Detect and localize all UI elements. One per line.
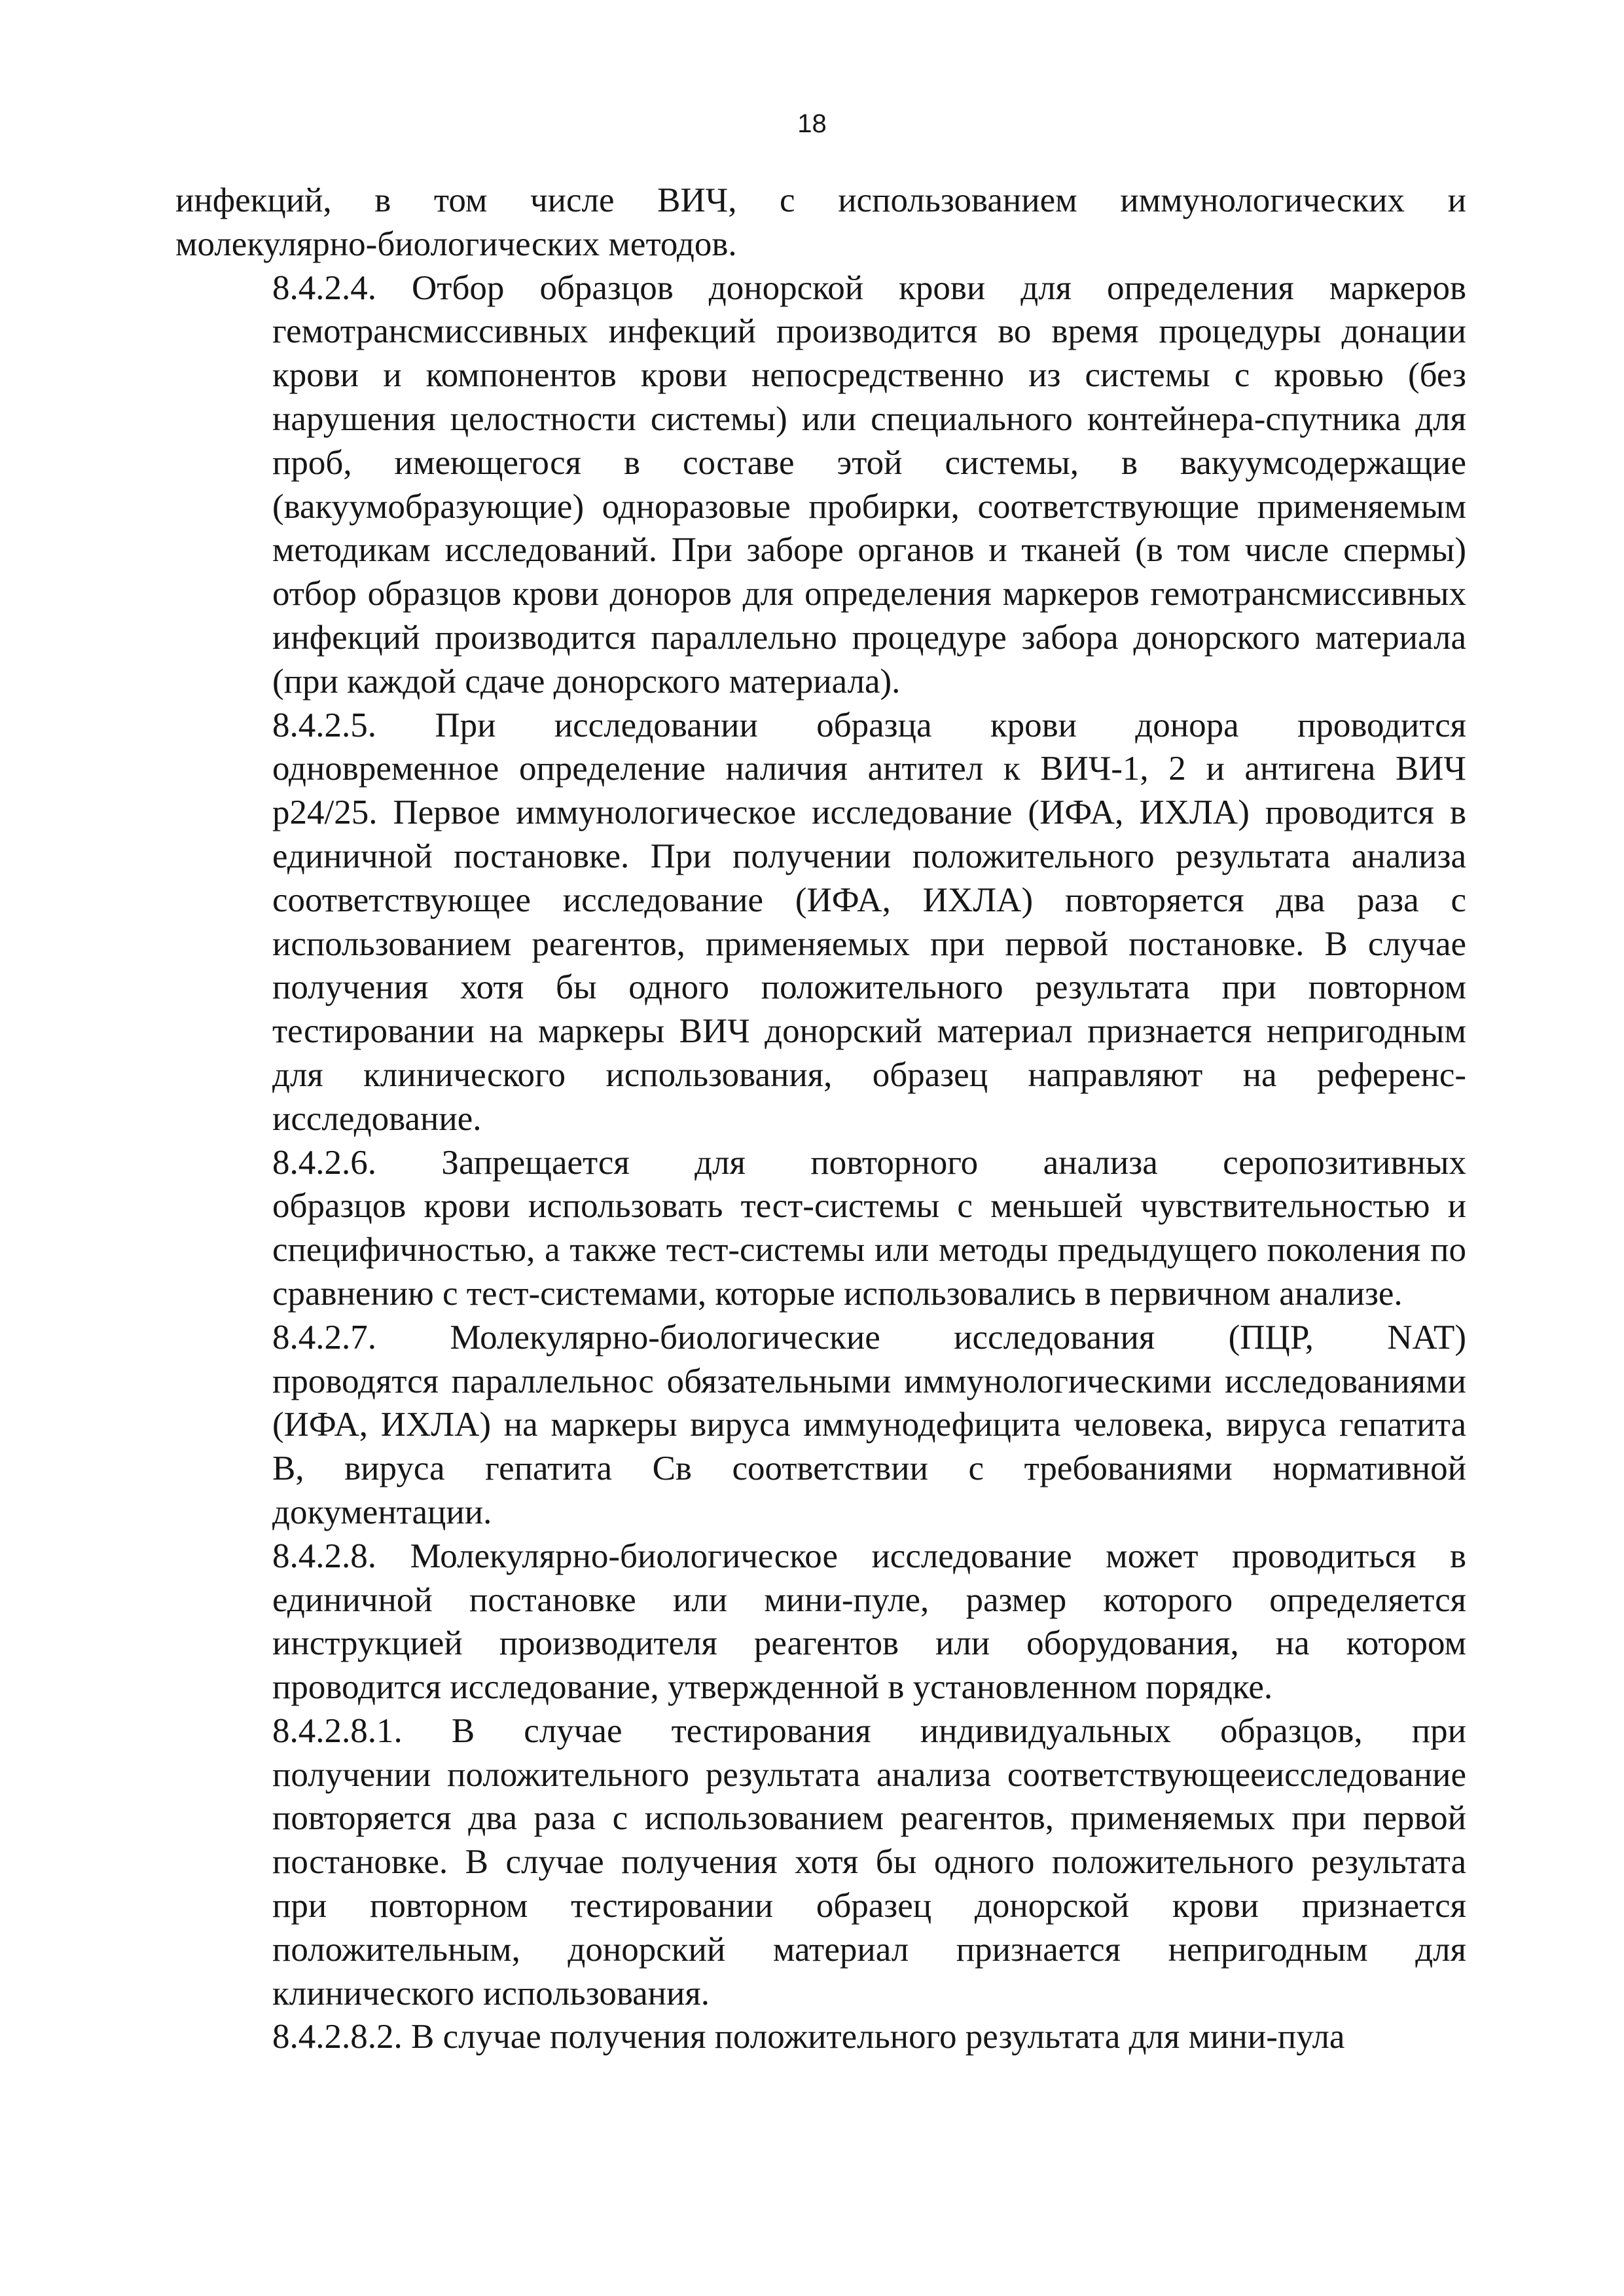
text-line: образцов крови использовать тест-системы с меньшей чувствительностью и [272,1187,1466,1226]
paragraph-continuation [175,179,1466,266]
text-line: для клинического использования, образец направляют на референс- [272,1055,1466,1094]
text-line: постановке. В случае получения хотя бы одного положительного результата [272,1843,1466,1882]
text-line: 8.4.2.5. При исследовании образца крови донора проводится [272,706,1466,744]
text-line: единичной постановке или мини-пуле, размер которого определяется [272,1580,1466,1619]
text-line: инфекций производится параллельно процедуре забора донорского материала [272,618,1466,657]
text-line: (при каждой сдаче донорского материала). [272,662,901,701]
text-line: 8.4.2.8. Молекулярно-биологическое исследование может проводиться в [272,1537,1466,1575]
paragraph-8-4-2-7 [175,1316,1466,1535]
paragraph-8-4-2-8-1 [175,1709,1466,2016]
document-body [175,179,1466,2059]
text-line: использованием реагентов, применяемых при первой постановке. В случае [272,924,1466,963]
text-line: р24/25. Первое иммунологическое исследование (ИФА, ИХЛА) проводится в [272,793,1466,832]
text-line: инфекций, в том числе ВИЧ, с использованием иммунологических и [175,181,1466,219]
paragraph-8-4-2-8 [175,1535,1466,1709]
text-line: отбор образцов крови доноров для определения маркеров гемотрансмиссивных [272,575,1466,613]
paragraph-8-4-2-6 [175,1141,1466,1316]
text-line: (вакуумобразующие) одноразовые пробирки, соответствующие применяемым [272,487,1466,526]
text-line: получения хотя бы одного положительного результата при повторном [272,968,1466,1007]
text-line: повторяется два раза с использованием реагентов, применяемых при первой [272,1799,1466,1838]
paragraph-8-4-2-5 [175,704,1466,1141]
paragraph-8-4-2-4 [175,266,1466,704]
text-line: соответствующее исследование (ИФА, ИХЛА) повторяется два раза с [272,881,1466,919]
text-line: положительным, донорский материал признается непригодным для [272,1930,1466,1969]
text-line: В, вируса гепатита Св соответствии с требованиями нормативной [272,1449,1466,1488]
text-line: сравнению с тест-системами, которые использовались в первичном анализе. [272,1274,1403,1313]
text-line: клинического использования. [272,1974,710,2013]
text-line: инструкцией производителя реагентов или оборудования, на котором [272,1624,1466,1663]
text-line: 8.4.2.8.2. В случае получения положительного результата для мини-пула [272,2018,1345,2056]
text-line: документации. [272,1493,492,1531]
text-line: проводятся параллельнос обязательными иммунологическими исследованиями [272,1362,1466,1400]
text-line: получении положительного результата анализа соответствующееисследование [272,1755,1466,1794]
text-line: 8.4.2.4. Отбор образцов донорской крови для определения маркеров [272,268,1466,307]
text-line: 8.4.2.8.1. В случае тестирования индивидуальных образцов, при [272,1711,1466,1750]
paragraph-8-4-2-8-2 [175,2015,1466,2059]
text-line: проводится исследование, утвержденной в установленном порядке. [272,1668,1273,1707]
text-line: единичной постановке. При получении положительного результата анализа [272,837,1466,875]
text-line: 8.4.2.7. Молекулярно-биологические исследования (ПЦР, NAT) [272,1318,1466,1357]
text-line: проб, имеющегося в составе этой системы, в вакуумсодержащие [272,443,1466,482]
text-line: молекулярно-биологических методов. [175,225,737,263]
text-line: специфичностью, а также тест-системы или методы предыдущего поколения по [272,1231,1466,1269]
page-number: 18 [797,109,827,138]
text-line: тестировании на маркеры ВИЧ донорский материал признается непригодным [272,1012,1466,1051]
text-line: одновременное определение наличия антител к ВИЧ-1, 2 и антигена ВИЧ [272,750,1466,788]
text-line: при повторном тестировании образец донорской крови признается [272,1887,1466,1925]
text-line: крови и компонентов крови непосредственно из системы с кровью (без [272,356,1466,395]
text-line: исследование. [272,1099,482,1138]
text-line: методикам исследований. При заборе органов и тканей (в том числе спермы) [272,531,1466,570]
text-line: гемотрансмиссивных инфекций производится во время процедуры донации [272,312,1466,351]
text-line: 8.4.2.6. Запрещается для повторного анализа серопозитивных [272,1143,1466,1182]
text-line: (ИФА, ИХЛА) на маркеры вируса иммунодефицита человека, вируса гепатита [272,1406,1466,1444]
text-line: нарушения целостности системы) или специального контейнера-спутника для [272,399,1466,438]
